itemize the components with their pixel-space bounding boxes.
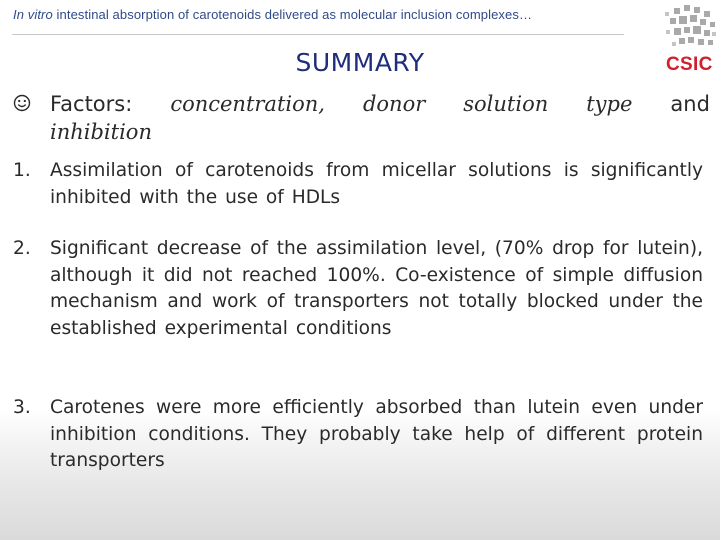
summary-item-text: Assimilation of carotenoids from micellar solutions is significantly inhibited with the use of HDLs: [50, 160, 703, 208]
factor-concentration: concentration,: [170, 92, 325, 116]
header-italic-prefix: In vitro: [13, 7, 53, 22]
summary-item-number: 2.: [13, 238, 31, 259]
factor-solution: solution: [463, 92, 549, 116]
summary-item-1: [13, 158, 703, 211]
summary-item-3: [13, 395, 703, 475]
factors-label: Factors:: [50, 92, 133, 116]
summary-item-2: [13, 236, 703, 342]
header-title: [13, 7, 532, 22]
smiley-icon: [13, 94, 31, 112]
slide-title-text: SUMMARY: [295, 48, 425, 77]
summary-item-text: Significant decrease of the assimilation level, (70% drop for lutein), although it did not reached 100%. Co-existence of simple diffusion mechanism and work of transporters not totally blocked under the established experimental conditions: [50, 238, 703, 339]
header-title-rest: intestinal absorption of carotenoids delivered as molecular inclusion complexes…: [52, 7, 533, 22]
csic-logo-text: CSIC: [666, 54, 713, 75]
factor-donor: donor: [362, 92, 426, 116]
header-divider: [12, 34, 624, 35]
summary-item-text: Carotenes were more efficiently absorbed than lutein even under inhibition conditions. They probably take help of different protein transporters: [50, 397, 703, 471]
summary-item-number: 3.: [13, 397, 31, 418]
slide-title: [0, 48, 720, 77]
factor-inhibition: inhibition: [50, 120, 152, 144]
factor-type: type: [586, 92, 633, 116]
summary-item-number: 1.: [13, 160, 31, 181]
factors-text: [50, 90, 710, 146]
factor-connector: and: [670, 92, 710, 116]
